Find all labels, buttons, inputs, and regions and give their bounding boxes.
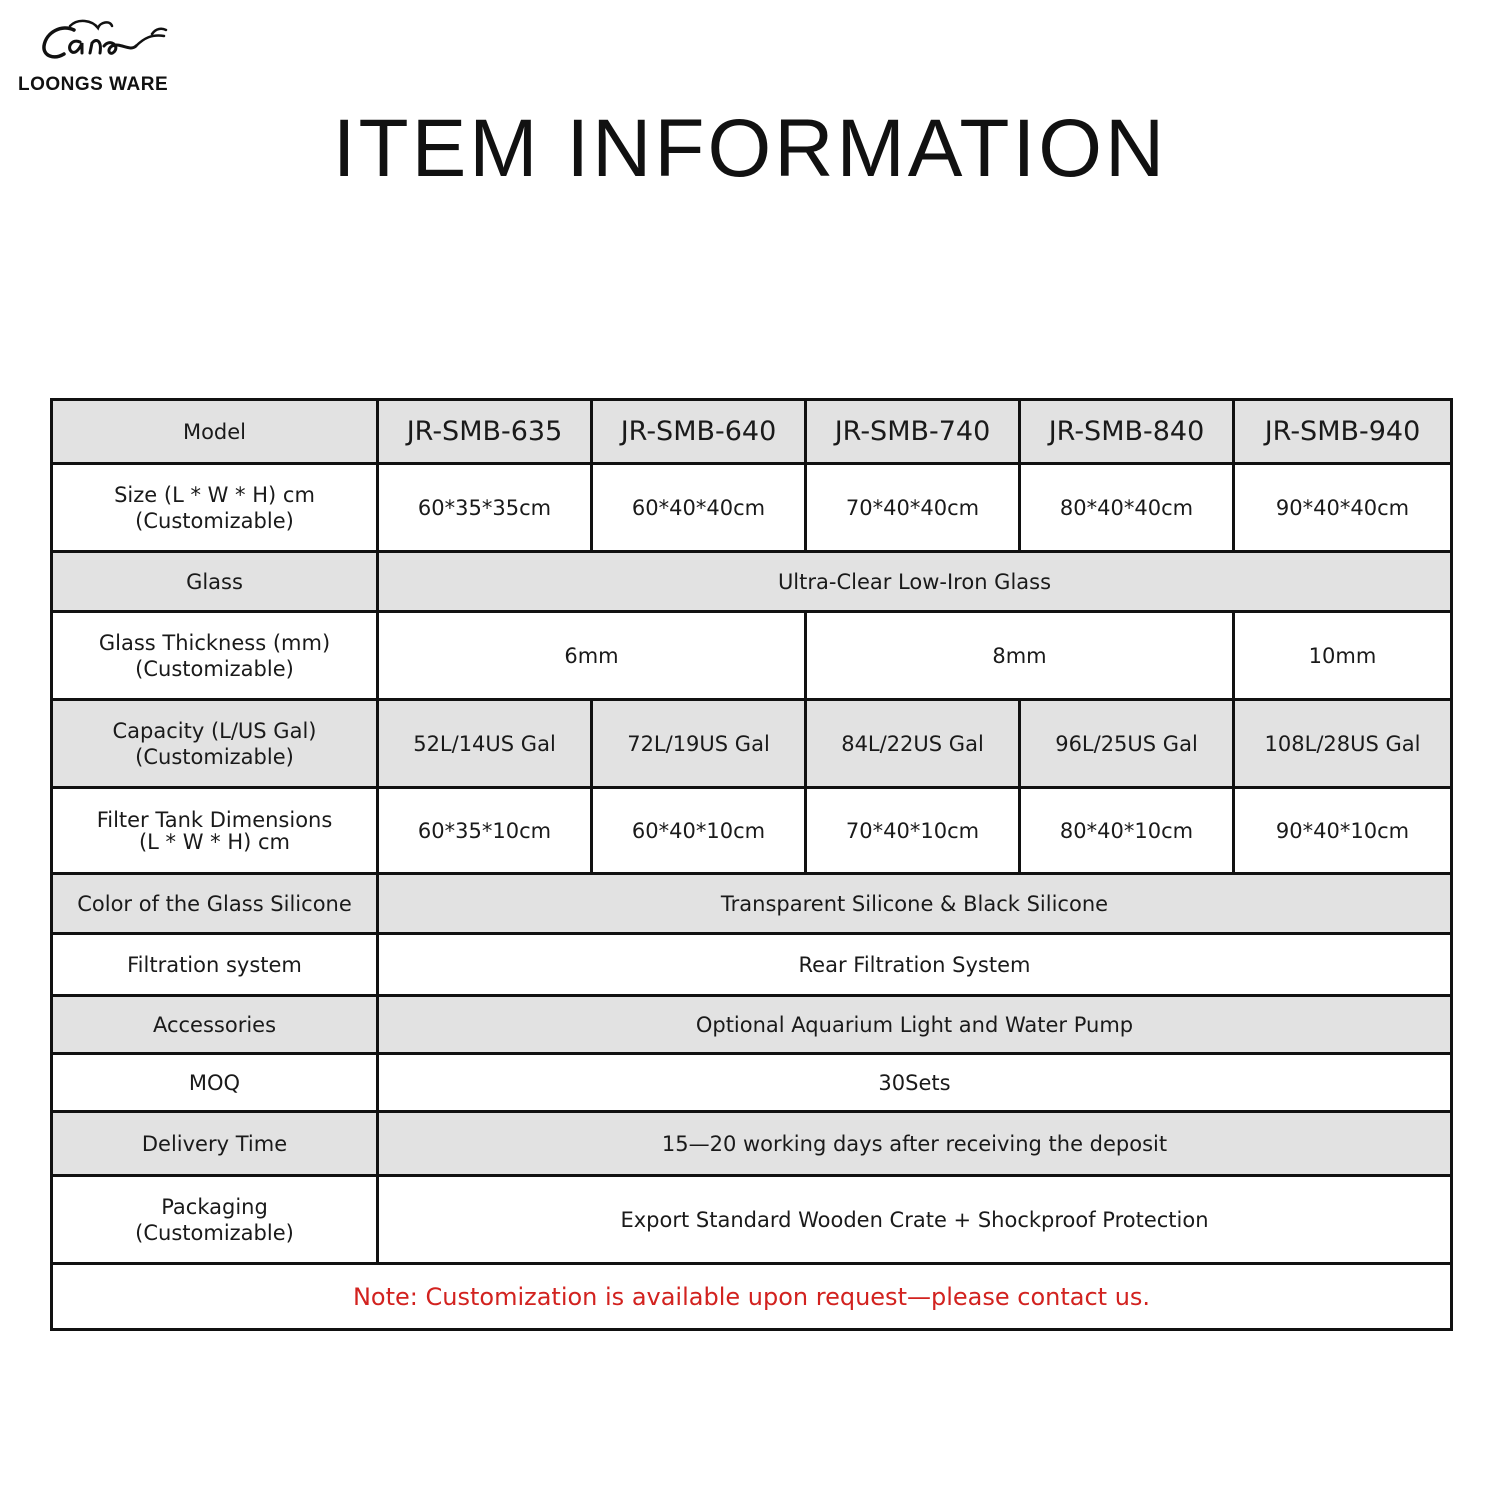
accessories-value: Optional Aquarium Light and Water Pump bbox=[378, 996, 1452, 1054]
header-row bbox=[52, 400, 1452, 464]
size-cell: 60*40*40cm bbox=[592, 464, 806, 552]
glass-row bbox=[52, 552, 1452, 612]
brand-name: LOONGS WARE bbox=[18, 74, 169, 95]
capacity-cell: 72L/19US Gal bbox=[592, 700, 806, 788]
filtration-row bbox=[52, 934, 1452, 996]
delivery-row bbox=[52, 1112, 1452, 1176]
capacity-cell: 84L/22US Gal bbox=[806, 700, 1020, 788]
header-label: Model bbox=[52, 400, 378, 464]
thickness-row bbox=[52, 612, 1452, 700]
model-cell: JR-SMB-640 bbox=[592, 400, 806, 464]
note-row bbox=[52, 1264, 1452, 1330]
thickness-cell: 8mm bbox=[806, 612, 1234, 700]
glass-label: Glass bbox=[52, 552, 378, 612]
filter-tank-label bbox=[52, 788, 378, 874]
accessories-row bbox=[52, 996, 1452, 1054]
model-cell: JR-SMB-740 bbox=[806, 400, 1020, 464]
moq-value: 30Sets bbox=[378, 1054, 1452, 1112]
size-label bbox=[52, 464, 378, 552]
capacity-row bbox=[52, 700, 1452, 788]
glass-value: Ultra-Clear Low-Iron Glass bbox=[378, 552, 1452, 612]
filter-tank-label-line1: Filter Tank Dimensions bbox=[96, 807, 333, 832]
accessories-label: Accessories bbox=[52, 996, 378, 1054]
capacity-cell: 96L/25US Gal bbox=[1020, 700, 1234, 788]
size-row bbox=[52, 464, 1452, 552]
filtration-label: Filtration system bbox=[52, 934, 378, 996]
thickness-label bbox=[52, 612, 378, 700]
capacity-cell: 108L/28US Gal bbox=[1234, 700, 1452, 788]
size-cell: 80*40*40cm bbox=[1020, 464, 1234, 552]
model-cell: JR-SMB-635 bbox=[378, 400, 592, 464]
silicone-label: Color of the Glass Silicone bbox=[52, 874, 378, 934]
capacity-label-line2: (Customizable) bbox=[135, 744, 294, 769]
moq-row bbox=[52, 1054, 1452, 1112]
capacity-label bbox=[52, 700, 378, 788]
thickness-label-line1: Glass Thickness (mm) bbox=[98, 630, 331, 655]
silicone-value: Transparent Silicone & Black Silicone bbox=[378, 874, 1452, 934]
packaging-label-line2: (Customizable) bbox=[135, 1220, 294, 1245]
packaging-value: Export Standard Wooden Crate + Shockproof Protection bbox=[378, 1176, 1452, 1264]
model-cell: JR-SMB-840 bbox=[1020, 400, 1234, 464]
filter-tank-cell: 90*40*10cm bbox=[1234, 788, 1452, 874]
filter-tank-cell: 60*40*10cm bbox=[592, 788, 806, 874]
brand-logo bbox=[18, 16, 188, 96]
thickness-cell: 6mm bbox=[378, 612, 806, 700]
size-cell: 70*40*40cm bbox=[806, 464, 1020, 552]
thickness-label-line2: (Customizable) bbox=[135, 656, 294, 681]
moq-label: MOQ bbox=[52, 1054, 378, 1112]
filter-tank-row bbox=[52, 788, 1452, 874]
size-cell: 60*35*35cm bbox=[378, 464, 592, 552]
silicone-row bbox=[52, 874, 1452, 934]
delivery-value: 15—20 working days after receiving the deposit bbox=[378, 1112, 1452, 1176]
capacity-cell: 52L/14US Gal bbox=[378, 700, 592, 788]
capacity-label-line1: Capacity (L/US Gal) bbox=[112, 718, 317, 743]
packaging-label-line1: Packaging bbox=[161, 1194, 268, 1219]
filter-tank-cell: 70*40*10cm bbox=[806, 788, 1020, 874]
page-title: ITEM INFORMATION bbox=[332, 103, 1168, 194]
spec-table bbox=[50, 398, 1453, 1331]
filtration-value: Rear Filtration System bbox=[378, 934, 1452, 996]
filter-tank-cell: 80*40*10cm bbox=[1020, 788, 1234, 874]
packaging-label bbox=[52, 1176, 378, 1264]
size-label-line1: Size (L * W * H) cm bbox=[114, 482, 315, 507]
filter-tank-cell: 60*35*10cm bbox=[378, 788, 592, 874]
size-label-line2: (Customizable) bbox=[135, 508, 294, 533]
delivery-label: Delivery Time bbox=[52, 1112, 378, 1176]
filter-tank-label-line2: (L * W * H) cm bbox=[138, 829, 291, 854]
size-cell: 90*40*40cm bbox=[1234, 464, 1452, 552]
customization-note: Note: Customization is available upon request—please contact us. bbox=[52, 1264, 1452, 1330]
model-cell: JR-SMB-940 bbox=[1234, 400, 1452, 464]
thickness-cell: 10mm bbox=[1234, 612, 1452, 700]
packaging-row bbox=[52, 1176, 1452, 1264]
dragon-script-logo-icon bbox=[40, 16, 170, 70]
